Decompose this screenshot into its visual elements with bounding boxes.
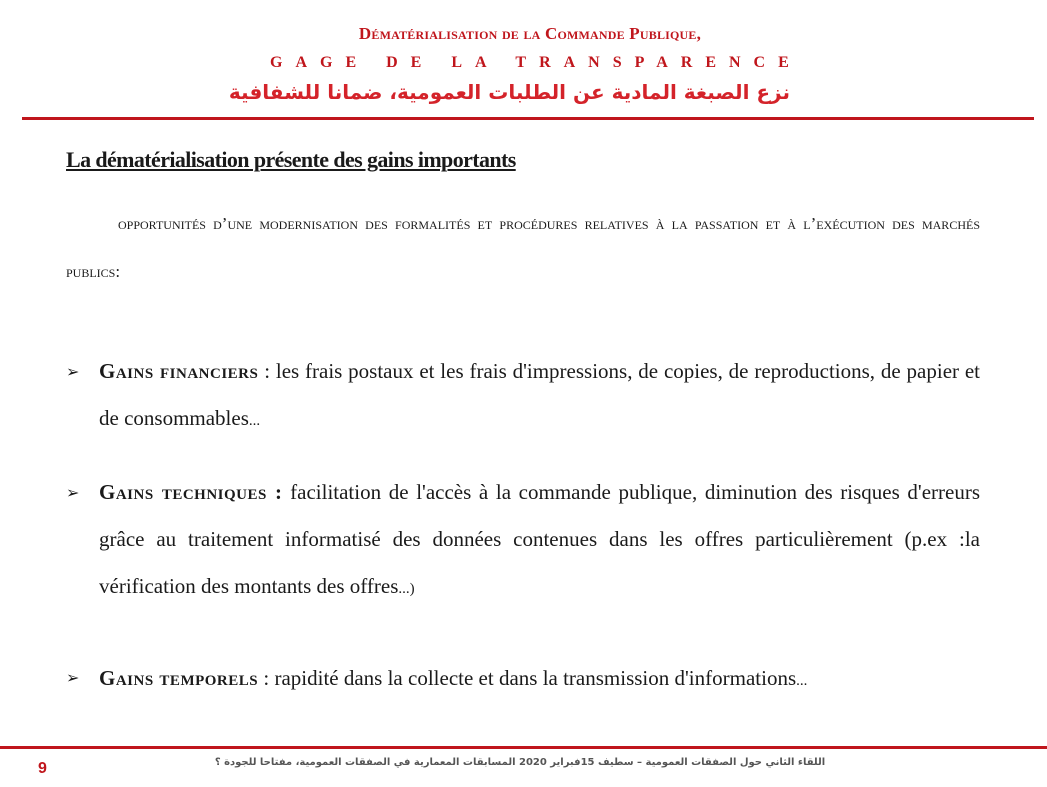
bullet-lead: Gains temporels: [99, 666, 259, 690]
bullet-text: [99, 662, 980, 697]
arrow-bullet-icon: ➢: [66, 668, 80, 687]
bullet-body: facilitation de l'accès à la commande publique, diminution des risques d'erreurs grâce au traitement informatisé des données contenues dans les offres particulièrement (p.ex :la vérification des montants des offres: [99, 480, 980, 598]
bullet-lead: Gains techniques :: [99, 480, 283, 504]
section-intro: opportunités d’une modernisation des formalités et procédures relatives à la passation et à l’exécution des marchés publics:: [66, 214, 980, 281]
bullet-body: les frais postaux et les frais d'impressions, de copies, de reproductions, de papier et de consommables: [99, 359, 980, 430]
header-title-ar: نزع الصبغة المادية عن الطلبات العمومية، ضمانا للشفافية: [228, 80, 790, 104]
footer-divider: [0, 746, 1047, 749]
bullet-lead: Gains financiers: [99, 359, 259, 383]
bullet-body: rapidité dans la collecte et dans la transmission d'informations: [274, 666, 797, 690]
bullet-gains-temporels: [66, 662, 980, 697]
arrow-bullet-icon: ➢: [66, 483, 80, 502]
bullet-text: [99, 348, 980, 445]
arrow-bullet-icon: ➢: [66, 362, 80, 381]
footer-text: اللقاء الثاني حول الصفقات العمومية – سطيف 15فبراير 2020 المسابقات المعمارية في الصفقات العمومية، مفتاحا للجودة ؟: [214, 757, 826, 768]
bullet-separator: [282, 480, 290, 504]
bullet-tail: ...: [796, 673, 808, 689]
bullet-gains-techniques: [66, 469, 980, 613]
bullet-gains-financiers: [66, 348, 980, 445]
header-subtitle-fr: GAGE DE LA TRANSPARENCE: [270, 54, 802, 71]
bullet-separator: :: [258, 666, 275, 690]
bullet-separator: :: [258, 359, 276, 383]
bullet-tail: ...: [248, 413, 261, 429]
header-divider: [22, 117, 1034, 120]
slide-header: [0, 0, 1047, 120]
section-title: La dématérialisation présente des gains importants: [66, 147, 516, 172]
header-title-fr: Dématérialisation de la Commande Publique,: [358, 24, 702, 43]
bullet-tail: ...): [398, 581, 415, 597]
page-number: 9: [38, 760, 47, 777]
bullet-text: [99, 469, 980, 613]
